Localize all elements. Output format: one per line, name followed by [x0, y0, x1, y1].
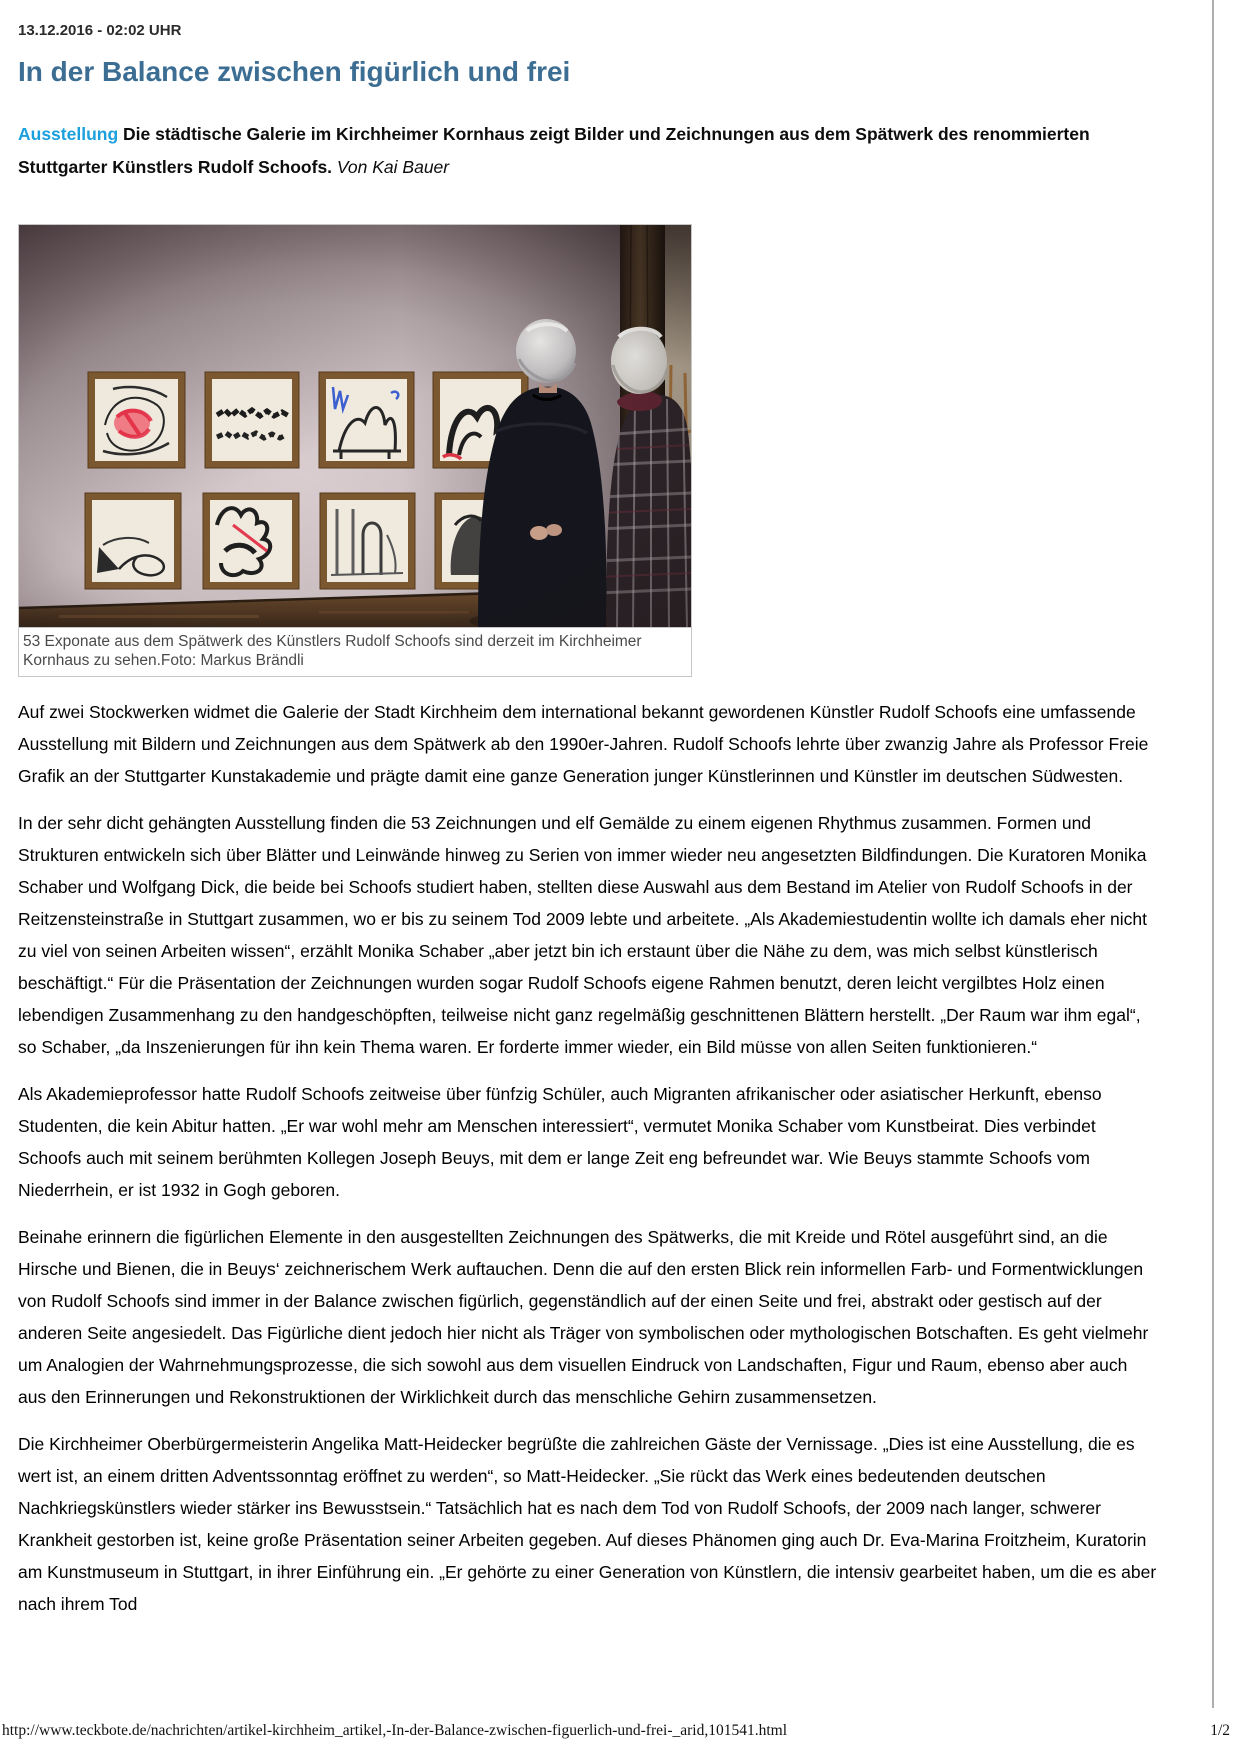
article-figure [18, 224, 692, 677]
footer-url: http://www.teckbote.de/nachrichten/artikel-kirchheim_artikel,-In-der-Balance-zwischen-figuerlich-und-frei-_arid,101541.html [2, 1722, 787, 1739]
article-paragraph: Beinahe erinnern die figürlichen Elemente in den ausgestellten Zeichnungen des Spätwerks, die mit Kreide und Rötel ausgeführt sind, an die Hirsche und Bienen, die in Beuys‘ zeichnerischem Werk auftauchen. Denn die auf den ersten Blick rein informellen Farb- und Formentwicklungen von Rudolf Schoofs sind immer in der Balance zwischen figürlich, gegenständlich auf der einen Seite und frei, abstrakt oder gestisch auf der anderen Seite angesiedelt. Das Figürliche dient jedoch hier nicht als Träger von symbolischen oder mythologischen Botschaften. Es geht vielmehr um Analogien der Wahrnehmungsprozesse, die sich sowohl aus dem visuellen Eindruck von Landschaften, Figur und Raum, ebenso aber auch aus den Erinnerungen und Rekonstruktionen der Wirklichkeit durch das menschliche Gehirn zusammensetzen. [18, 1227, 1149, 1407]
article-paragraph: Als Akademieprofessor hatte Rudolf Schoofs zeitweise über fünfzig Schüler, auch Migranten afrikanischer oder asiatischer Herkunft, ebenso Studenten, die kein Abitur hatten. „Er war wohl mehr am Menschen interessiert“, vermutet Monika Schaber vom Kunstbeirat. Dies verbindet Schoofs auch mit seinem berühmten Kollegen Joseph Beuys, mit dem er lange Zeit eng befreundet war. Wie Beuys stammte Schoofs vom Niederrhein, er ist 1932 in Gogh geboren. [18, 1084, 1102, 1200]
lead-text: Die städtische Galerie im Kirchheimer Kornhaus zeigt Bilder und Zeichnungen aus dem Spätwerk des renommierten Stuttgarter Künstlers Rudolf Schoofs. [18, 124, 1090, 177]
print-footer [2, 1722, 1230, 1740]
gallery-photo [19, 225, 691, 627]
article-lead [18, 118, 1158, 184]
kicker-label: Ausstellung [18, 124, 119, 144]
page-indicator: 1/2 [1210, 1722, 1230, 1739]
article-timestamp: 13.12.2016 - 02:02 UHR [18, 22, 182, 39]
article-content [18, 0, 1158, 1635]
photo-credit: Foto: Markus Brändli [160, 652, 304, 669]
page-edge-line [1212, 0, 1214, 1708]
article-paragraph: In der sehr dicht gehängten Ausstellung finden die 53 Zeichnungen und elf Gemälde zu einem eigenen Rhythmus zusammen. Formen und Strukturen entwickeln sich über Blätter und Leinwände hinweg zu Serien von immer wieder neu angesetzten Bildfindungen. Die Kuratoren Monika Schaber und Wolfgang Dick, die beide bei Schoofs studiert haben, stellten diese Auswahl aus dem Bestand im Atelier von Rudolf Schoofs in der Reitzensteinstraße in Stuttgart zusammen, wo er bis zu seinem Tod 2009 lebte und arbeitete. „Als Akademiestudentin wollte ich damals eher nicht zu viel von seinen Arbeiten wissen“, erzählt Monika Schaber „aber jetzt bin ich erstaunt über die Nähe zu dem, was mich selbst künstlerisch beschäftigt.“ Für die Präsentation der Zeichnungen wurden sogar Rudolf Schoofs eigene Rahmen benutzt, deren leicht vergilbtes Holz einen lebendigen Zusammenhang zu den handgeschöpften, teilweise nicht ganz regelmäßig geschnittenen Blättern herstellt. „Der Raum war ihm egal“, so Schaber, „da Inszenierungen für ihn kein Thema waren. Er forderte immer wieder, ein Bild müsse von allen Seiten funktionieren.“ [18, 813, 1148, 1057]
author-byline: Von Kai Bauer [336, 157, 450, 177]
photo-caption-text: 53 Exponate aus dem Spätwerk des Künstlers Rudolf Schoofs sind derzeit im Kirchheimer Kornhaus zu sehen. [23, 633, 642, 669]
article-paragraph: Auf zwei Stockwerken widmet die Galerie der Stadt Kirchheim dem international bekannt gewordenen Künstler Rudolf Schoofs eine umfassende Ausstellung mit Bildern und Zeichnungen aus dem Spätwerk ab den 1990er-Jahren. Rudolf Schoofs lehrte über zwanzig Jahre als Professor Freie Grafik an der Stuttgarter Kunstakademie und prägte damit eine ganze Generation junger Künstlerinnen und Künstler im deutschen Südwesten. [18, 702, 1149, 786]
photo-caption [19, 627, 691, 676]
article-body [18, 696, 1158, 1620]
article-headline: In der Balance zwischen figürlich und frei [18, 56, 571, 87]
article-paragraph: Die Kirchheimer Oberbürgermeisterin Angelika Matt-Heidecker begrüßte die zahlreichen Gäste der Vernissage. „Dies ist eine Ausstellung, die es wert ist, an einem dritten Adventssonntag eröffnet zu werden“, so Matt-Heidecker. „Sie rückt das Werk eines bedeutenden deutschen Nachkriegskünstlers wieder stärker ins Bewusstsein.“ Tatsächlich hat es nach dem Tod von Rudolf Schoofs, der 2009 nach langer, schwerer Krankheit gestorben ist, keine große Präsentation seiner Arbeiten gegeben. Auf dieses Phänomen ging auch Dr. Eva-Marina Froitzheim, Kuratorin am Kunstmuseum in Stuttgart, in ihrer Einführung ein. „Er gehörte zu einer Generation von Künstlern, die intensiv gearbeitet haben, um die es aber nach ihrem Tod [18, 1434, 1157, 1614]
